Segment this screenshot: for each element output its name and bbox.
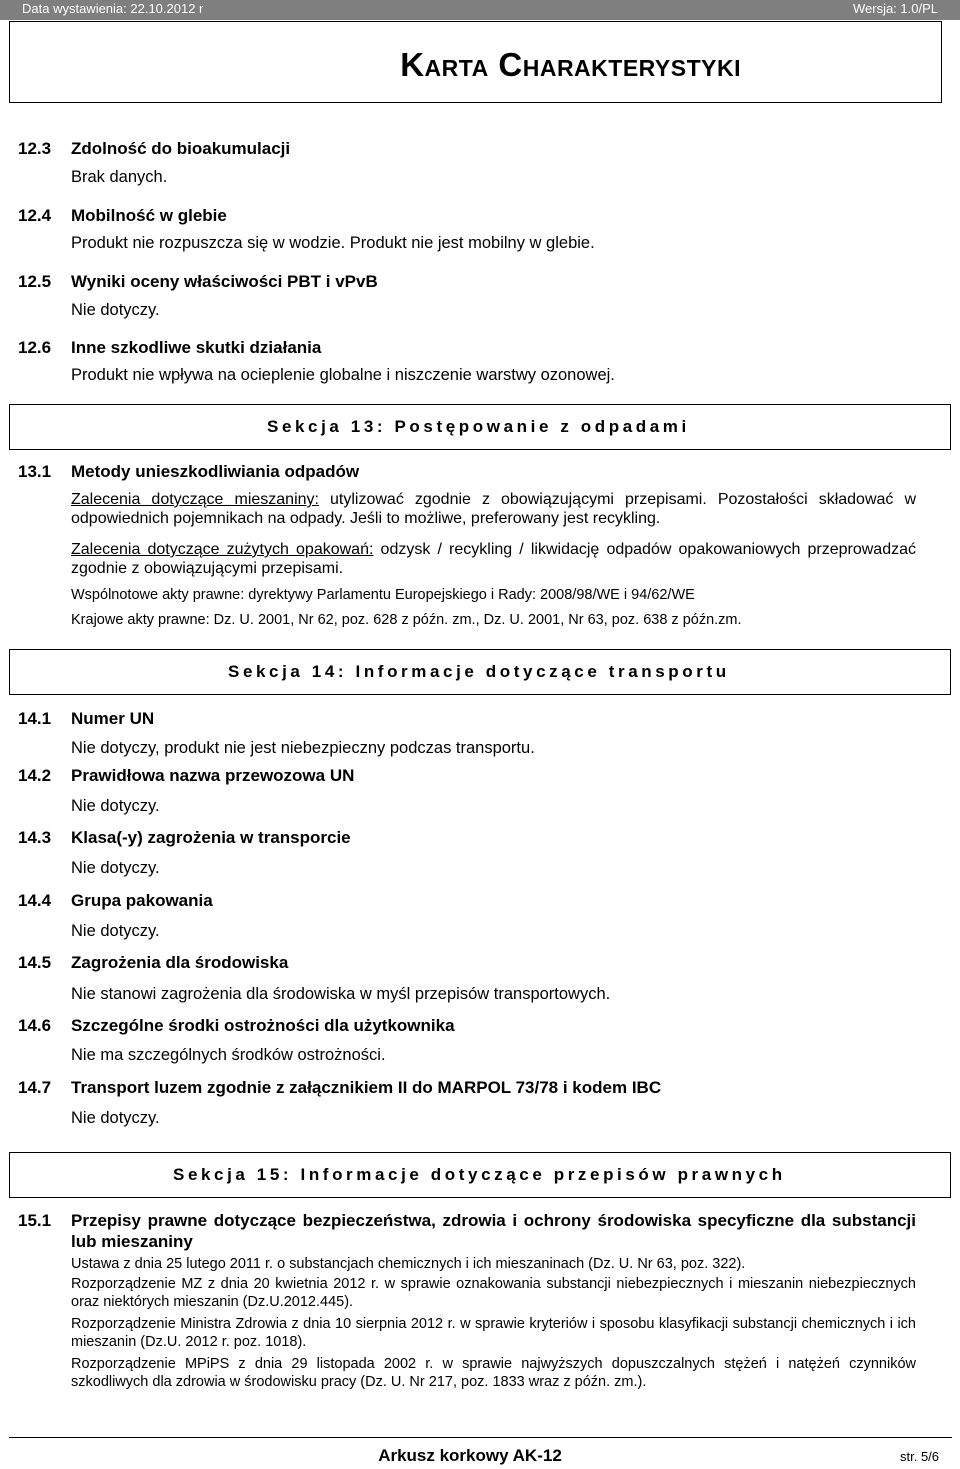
- document-title: Karta Charakterystyki: [400, 46, 741, 83]
- item-number: 14.3: [18, 828, 52, 847]
- mixture-recommendation: Zalecenia dotyczące mieszaniny: utylizować zgodnie z obowiązującymi przepisami. Pozostałości składować w odpowiednich pojemnikach na odpady. Jeśli to możliwe, preferowany jest recykling.: [71, 491, 917, 527]
- item-number: 13.1: [18, 462, 52, 481]
- law-2: Rozporządzenie MZ z dnia 20 kwietnia 2012 r. w sprawie oznakowania substancji niebezpiecznych i mieszanin niebezpiecznych oraz niektórych mieszanin (Dz.U.2012.445).: [71, 1276, 916, 1310]
- item-number: 12.5: [18, 272, 52, 291]
- section-13-title: Sekcja 13: Postępowanie z odpadami: [267, 417, 690, 436]
- header-bar: [0, 0, 960, 20]
- item-number: 14.4: [18, 891, 52, 910]
- item-heading: Prawidłowa nazwa przewozowa UN: [71, 766, 355, 785]
- title-box: [9, 21, 942, 103]
- item-text: Nie stanowi zagrożenia dla środowiska w myśl przepisów transportowych.: [71, 985, 611, 1003]
- item-heading: Szczególne środki ostrożności dla użytkownika: [71, 1016, 455, 1035]
- page-number: str. 5/6: [900, 1449, 940, 1464]
- item-number: 15.1: [18, 1211, 52, 1230]
- item-number: 14.6: [18, 1016, 52, 1035]
- item-text: Nie dotyczy, produkt nie jest niebezpieczny podczas transportu.: [71, 739, 535, 757]
- item-text: Brak danych.: [71, 168, 168, 186]
- item-number: 12.3: [18, 139, 52, 158]
- item-text: Nie dotyczy.: [71, 859, 160, 877]
- item-heading: Mobilność w glebie: [71, 206, 227, 225]
- item-text: Nie dotyczy.: [71, 922, 160, 940]
- item-heading: Inne szkodliwe skutki działania: [71, 338, 322, 357]
- item-number: 12.6: [18, 338, 52, 357]
- item-heading: Zagrożenia dla środowiska: [71, 953, 289, 972]
- item-heading: Przepisy prawne dotyczące bezpieczeństwa, zdrowia i ochrony środowiska specyficzne dla substancji lub mieszaniny: [71, 1211, 916, 1251]
- item-number: 12.4: [18, 206, 52, 225]
- national-legislation: Krajowe akty prawne: Dz. U. 2001, Nr 62, poz. 628 z późn. zm., Dz. U. 2001, Nr 63, poz. 638 z późn.zm.: [71, 612, 742, 628]
- item-text: Produkt nie rozpuszcza się w wodzie. Produkt nie jest mobilny w glebie.: [71, 234, 595, 252]
- version-label: Wersja: 1.0/PL: [852, 1, 938, 16]
- section-15-header: [9, 1152, 951, 1198]
- item-heading: Grupa pakowania: [71, 891, 213, 910]
- item-heading: Klasa(-y) zagrożenia w transporcie: [71, 828, 351, 847]
- item-number: 14.7: [18, 1078, 52, 1097]
- item-text: Nie dotyczy.: [71, 797, 160, 815]
- item-number: 14.5: [18, 953, 52, 972]
- section-14-title: Sekcja 14: Informacje dotyczące transportu: [228, 662, 730, 681]
- section-15-title: Sekcja 15: Informacje dotyczące przepisów prawnych: [173, 1165, 786, 1184]
- item-text: Produkt nie wpływa na ocieplenie globalne i niszczenie warstwy ozonowej.: [71, 366, 615, 384]
- item-heading: Zdolność do bioakumulacji: [71, 139, 291, 158]
- item-heading: Numer UN: [71, 709, 155, 728]
- section-13-header: [9, 404, 951, 450]
- law-4: Rozporządzenie MPiPS z dnia 29 listopada 2002 r. w sprawie najwyższych dopuszczalnych stężeń i natężeń czynników szkodliwych dla zdrowia w środowisku pracy (Dz. U. Nr 217, poz. 1833 wraz z późn. zm.).: [71, 1356, 916, 1390]
- section-14-header: [9, 649, 951, 695]
- item-text: Nie dotyczy.: [71, 1109, 160, 1127]
- item-heading: Wyniki oceny właściwości PBT i vPvB: [71, 272, 378, 291]
- packaging-recommendation: Zalecenia dotyczące zużytych opakowań: odzysk / recykling / likwidację odpadów opakowaniowych przeprowadzać zgodnie z obowiązującymi przepisami.: [71, 541, 916, 577]
- eu-legislation: Wspólnotowe akty prawne: dyrektywy Parlamentu Europejskiego i Rady: 2008/98/WE i 94/62/WE: [71, 587, 695, 603]
- footer-divider: [9, 1437, 952, 1438]
- item-text: Nie ma szczególnych środków ostrożności.: [71, 1046, 386, 1064]
- item-text: Nie dotyczy.: [71, 301, 160, 319]
- law-3: Rozporządzenie Ministra Zdrowia z dnia 10 sierpnia 2012 r. w sprawie kryteriów i sposobu klasyfikacji substancji chemicznych i ich mieszanin (Dz.U. 2012 r. poz. 1018).: [71, 1316, 916, 1350]
- issue-date: Data wystawienia: 22.10.2012 r: [22, 1, 204, 16]
- law-1: Ustawa z dnia 25 lutego 2011 r. o substancjach chemicznych i ich mieszaninach (Dz. U. Nr 63, poz. 322).: [71, 1256, 746, 1272]
- item-heading: Transport luzem zgodnie z załącznikiem II do MARPOL 73/78 i kodem IBC: [71, 1078, 662, 1097]
- item-heading: Metody unieszkodliwiania odpadów: [71, 462, 360, 481]
- item-number: 14.2: [18, 766, 52, 785]
- item-number: 14.1: [18, 709, 52, 728]
- product-name: Arkusz korkowy AK-12: [378, 1446, 562, 1465]
